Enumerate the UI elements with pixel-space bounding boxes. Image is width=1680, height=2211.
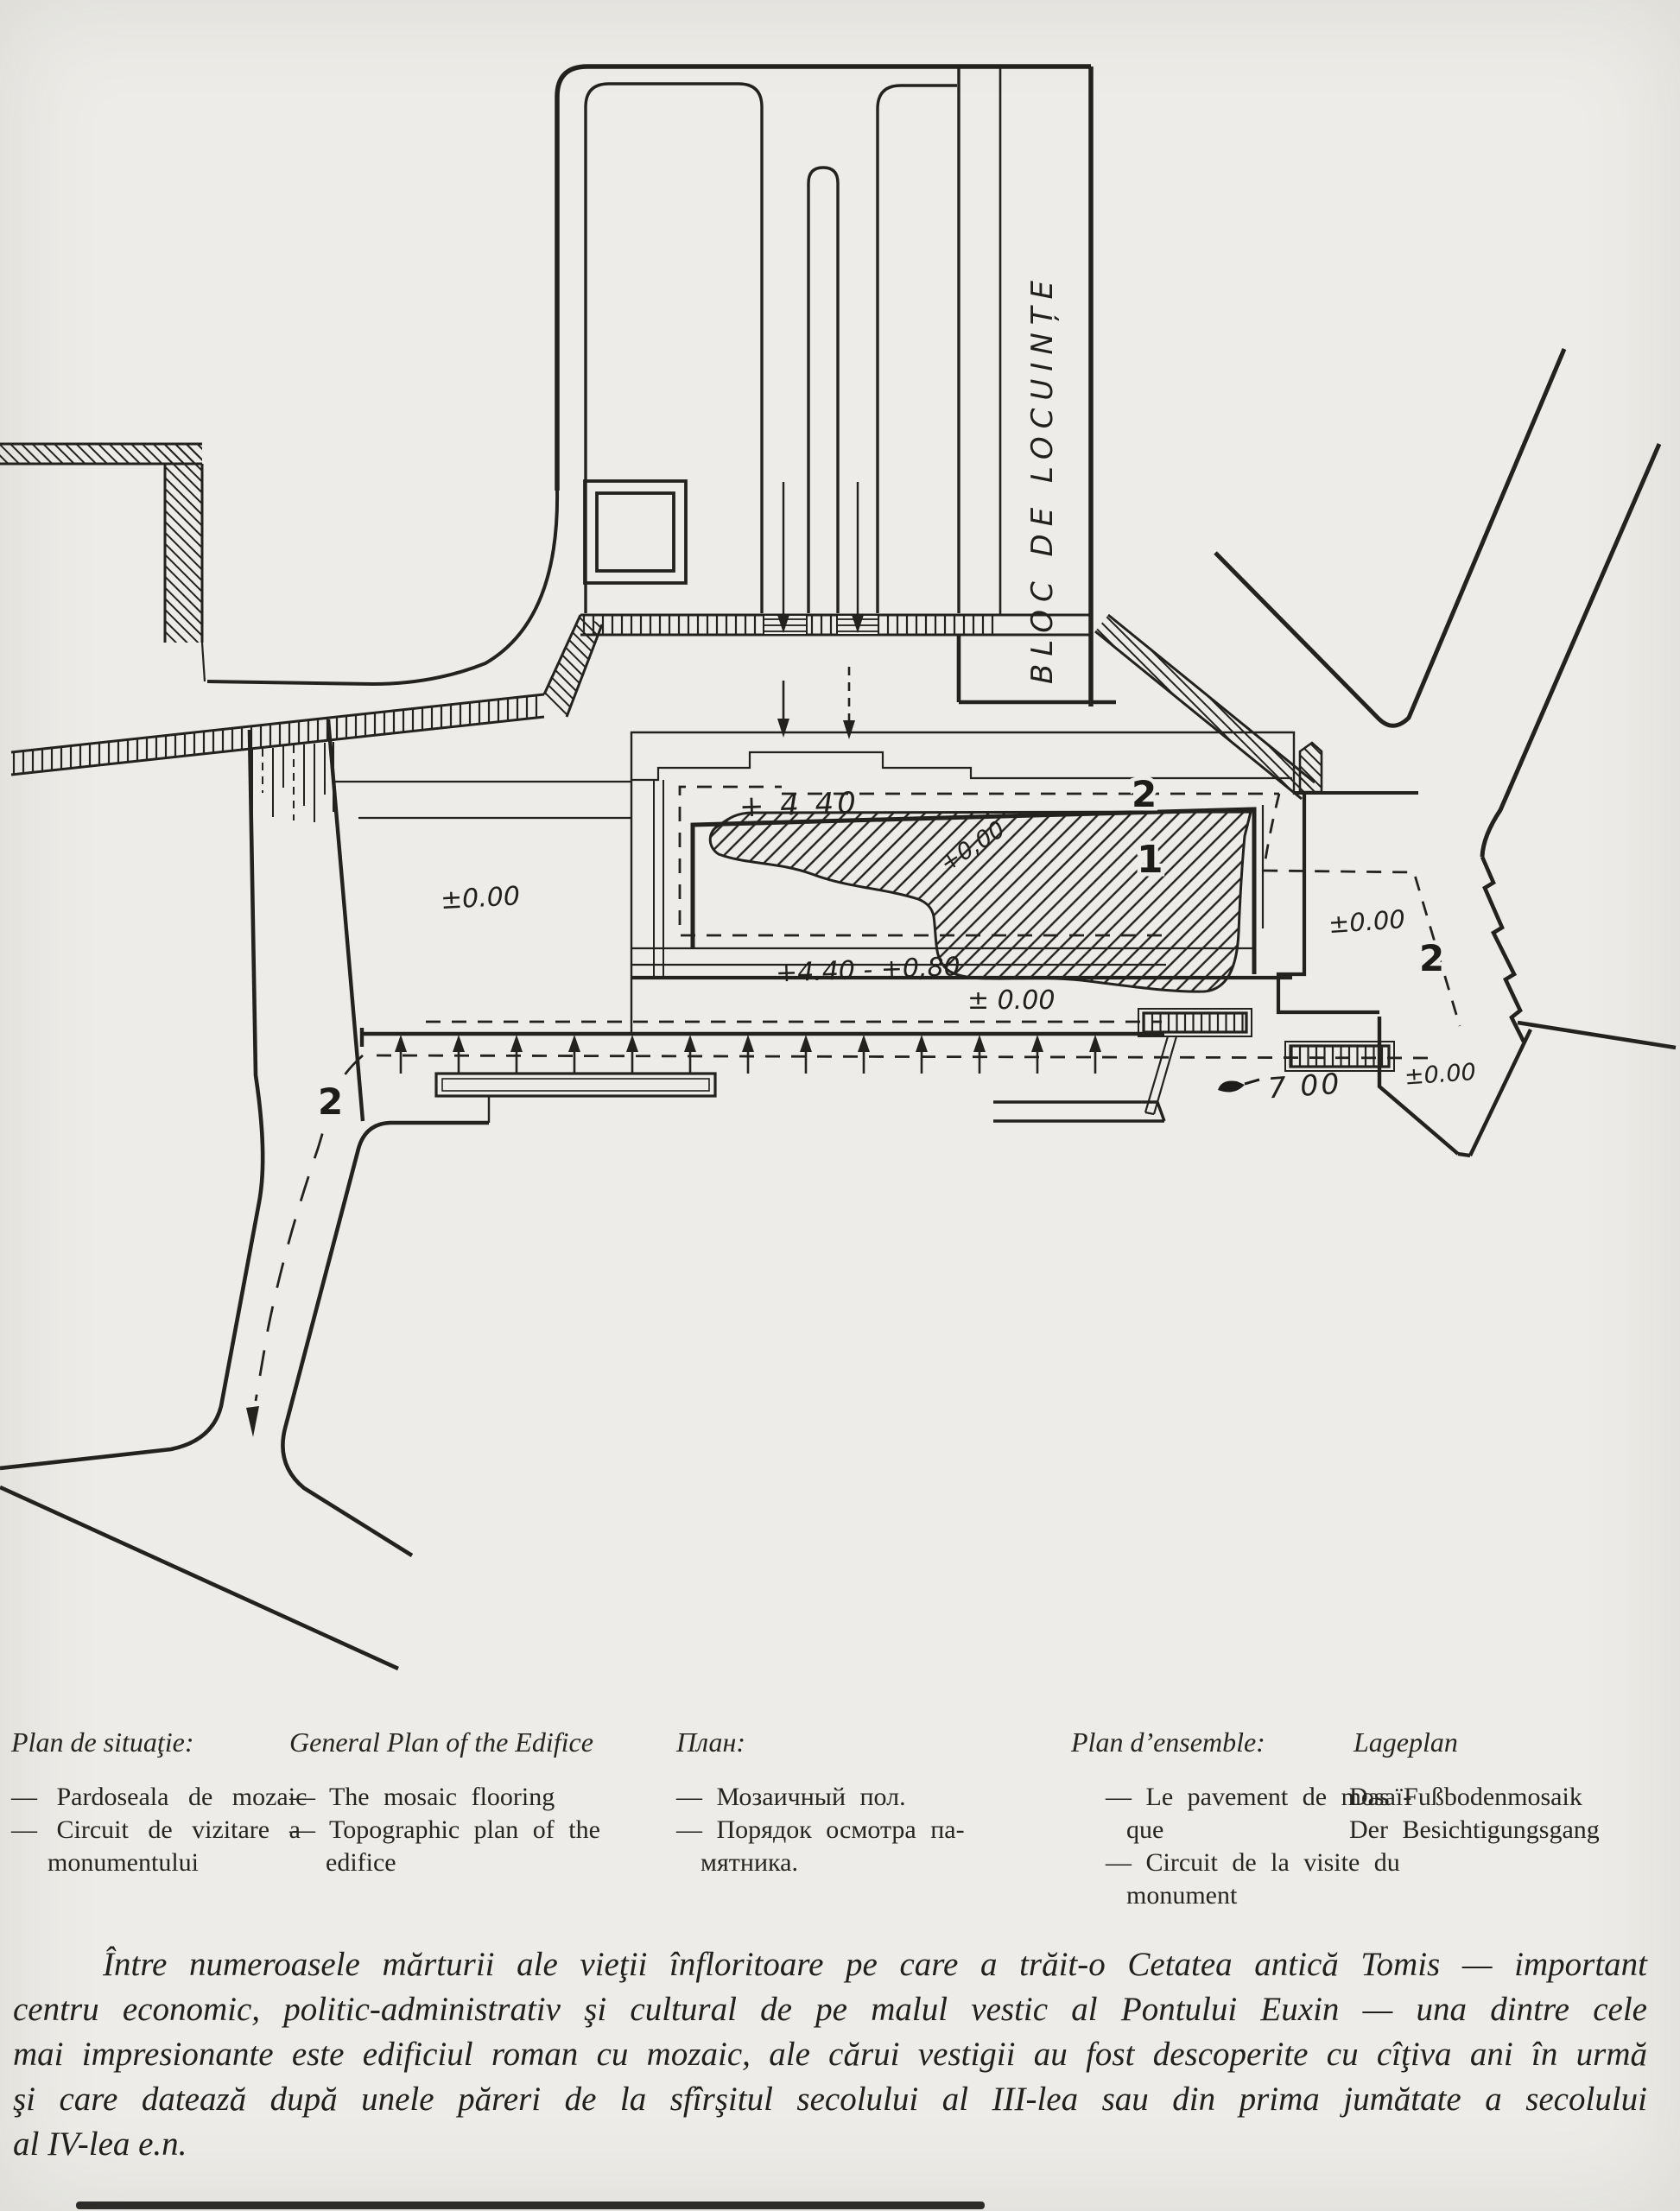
jagged-wall <box>1482 857 1524 1042</box>
stepped-trench-edge <box>631 752 1292 780</box>
site-boundary-bands <box>0 444 1322 822</box>
paragraph-line: şi care datează după unele păreri de la sfîrşitul secolului al III-lea sau din prima jumătate a secolului <box>13 2081 1647 2118</box>
mosaic-number: 1 <box>1137 838 1163 882</box>
caption-line: — Circuit de la visite du <box>1106 1848 1400 1877</box>
caption-title: Plan d’ensemble: <box>1071 1726 1265 1758</box>
caption-line: Der Besichtigungsgang <box>1349 1815 1600 1844</box>
paragraph-line: mai impresionante este edificiul roman cu mozaic, ale cărui vestigii au fost descoperite cu cîţiva ani în urmă <box>13 2036 1647 2073</box>
caption-line: — Порядок осмотра па- <box>676 1815 965 1844</box>
caption-line: мятника. <box>701 1848 798 1877</box>
road-left-edge <box>0 730 263 1468</box>
building-label: BLOC DE LOCUINȚE <box>1025 273 1060 684</box>
corridor-arrows <box>777 482 864 739</box>
body-paragraph <box>13 1942 1647 2167</box>
level-left-label: ±0.00 <box>440 881 521 916</box>
paragraph-line: al IV-lea e.n. <box>13 2125 187 2163</box>
caption-line: edifice <box>326 1848 396 1877</box>
path-number-right: 2 <box>1419 937 1445 979</box>
level-bottom-right-label: ±0.00 <box>1404 1058 1477 1091</box>
caption-line: — The mosaic flooring <box>289 1783 555 1811</box>
caption-english <box>289 1726 669 1879</box>
level-mosaic-label: +0,00 <box>935 815 1011 877</box>
level-top-label: + 4 40 <box>739 785 860 825</box>
caption-line: monument <box>1126 1881 1238 1910</box>
apartment-block <box>207 67 1091 706</box>
level-right-label: ±0.00 <box>1327 904 1406 940</box>
level-depth-label: 7 00 <box>1266 1066 1343 1106</box>
right-annex-steps <box>1278 795 1379 1012</box>
caption-line: — Le pavement de mosaï- <box>1106 1783 1412 1811</box>
retaining-wall-bar <box>436 1074 715 1096</box>
caption-german <box>1349 1726 1669 1847</box>
hanging-hatch-fringe <box>252 742 333 822</box>
caption-romanian <box>11 1726 307 1879</box>
caption-title: General Plan of the Edifice <box>289 1726 593 1758</box>
plan-labels <box>318 273 1477 1123</box>
caption-line: Das Fußbodenmosaik <box>1349 1783 1582 1811</box>
path-number-top: 2 <box>1132 773 1157 815</box>
caption-line: — Topographic plan of the <box>289 1815 600 1844</box>
visitor-up-arrows <box>395 1035 1101 1074</box>
caption-line: monumentului <box>48 1848 199 1877</box>
depth-marker <box>1218 1080 1259 1092</box>
caption-line: — Circuit de vizitare a <box>11 1815 301 1844</box>
stairs <box>1138 1009 1394 1071</box>
paragraph-line: centru economic, politic-administrativ şi cultural de pe malul vestic al Pontului Euxin — una dintre cele <box>13 1991 1647 2028</box>
paragraph-line: Între numeroasele mărturii ale vieţii înfloritoare pe care a trăit-o Cetatea antică Tomis — important <box>103 1946 1647 1983</box>
level-range-label: +4.40 - +0,80 <box>775 952 961 989</box>
caption-title: Lageplan <box>1354 1726 1458 1758</box>
road-center-dashes <box>256 1055 363 1401</box>
caption-line: que <box>1126 1815 1164 1844</box>
inner-court-room <box>585 481 686 583</box>
path-arrowhead <box>246 1406 259 1437</box>
caption-line: — Pardoseala de mozaic <box>11 1783 307 1811</box>
road-right-edge <box>282 1123 489 1555</box>
caption-title: Plan de situaţie: <box>11 1726 194 1758</box>
caption-title: План: <box>676 1726 745 1758</box>
level-mid-label: ± 0.00 <box>967 985 1056 1016</box>
caption-line: — Мозаичный пол. <box>676 1783 906 1811</box>
scan-edge-artifact <box>76 2201 985 2209</box>
path-number-road: 2 <box>318 1080 344 1123</box>
caption-russian <box>676 1726 1039 1879</box>
